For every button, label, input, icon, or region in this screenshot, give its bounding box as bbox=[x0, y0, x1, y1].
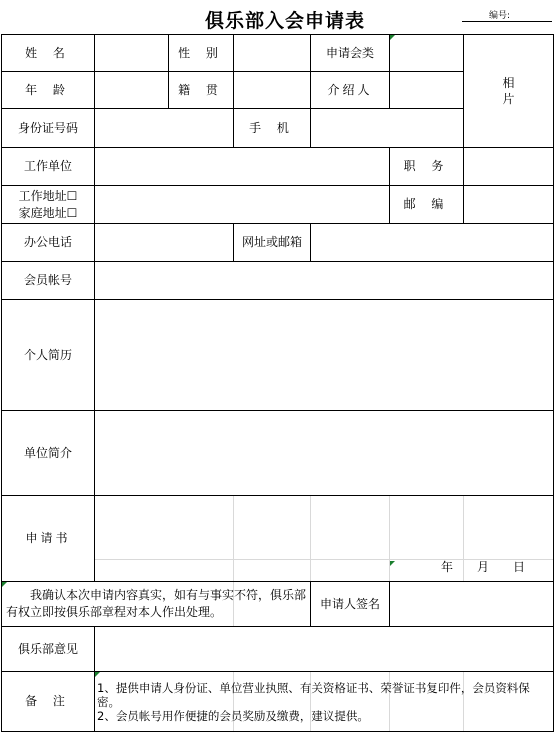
id-number-field[interactable] bbox=[94, 108, 234, 148]
mobile-field[interactable] bbox=[310, 108, 464, 148]
mobile-label: 手 机 bbox=[233, 108, 311, 148]
application-field[interactable] bbox=[94, 495, 554, 582]
website-email-field[interactable] bbox=[310, 223, 554, 262]
form-number-label: 编号: bbox=[489, 11, 511, 21]
unit-intro-field[interactable] bbox=[94, 410, 554, 496]
photo-box[interactable] bbox=[463, 34, 554, 148]
hometown-field[interactable] bbox=[233, 71, 311, 109]
signature-label: 申请人签名 bbox=[310, 581, 390, 627]
remarks-note-2: 2、会员帐号用作便捷的会员奖励及缴费，建议提供。 bbox=[97, 708, 369, 723]
work-unit-label: 工作单位 bbox=[1, 147, 95, 186]
address-label bbox=[1, 185, 95, 224]
id-number-label: 身份证号码 bbox=[1, 108, 95, 148]
club-opinion-field[interactable] bbox=[94, 626, 554, 672]
photo-label: 相 片 bbox=[502, 75, 515, 106]
form-number-line bbox=[462, 21, 552, 22]
postcode-label: 邮 编 bbox=[389, 185, 464, 224]
member-type-label: 申请会类 bbox=[310, 34, 390, 72]
referrer-field[interactable] bbox=[389, 71, 464, 109]
member-account-field[interactable] bbox=[94, 261, 554, 300]
age-field[interactable] bbox=[94, 71, 169, 109]
position-label: 职 务 bbox=[389, 147, 464, 186]
gender-field[interactable] bbox=[233, 34, 311, 72]
work-address-label[interactable]: 工作地址☐ bbox=[18, 189, 78, 204]
referrer-label: 介绍人 bbox=[310, 71, 390, 109]
member-type-field[interactable] bbox=[389, 34, 464, 72]
application-label: 申请书 bbox=[1, 495, 95, 582]
office-phone-field[interactable] bbox=[94, 223, 234, 262]
address-field[interactable] bbox=[94, 185, 390, 224]
comment-marker-icon bbox=[95, 672, 100, 677]
member-account-label: 会员帐号 bbox=[1, 261, 95, 300]
declaration-body: 我确认本次申请内容真实，如有与事实不符，俱乐部有权立即按俱乐部章程对本人作出处理。 bbox=[6, 588, 307, 619]
gender-label: 性 别 bbox=[168, 34, 234, 72]
remarks-label: 备 注 bbox=[1, 671, 95, 732]
form-title: 俱乐部入会申请表 bbox=[204, 10, 365, 32]
hometown-label: 籍 贯 bbox=[168, 71, 234, 109]
position-field[interactable] bbox=[463, 147, 554, 186]
comment-marker-icon bbox=[390, 35, 395, 40]
comment-marker-icon bbox=[2, 582, 7, 587]
comment-marker-icon bbox=[390, 561, 395, 566]
application-date: 年 月 日 bbox=[440, 559, 525, 574]
signature-field[interactable] bbox=[389, 581, 554, 627]
website-email-label: 网址或邮箱 bbox=[233, 223, 311, 262]
name-label: 姓 名 bbox=[1, 34, 95, 72]
name-field[interactable] bbox=[94, 34, 169, 72]
postcode-field[interactable] bbox=[463, 185, 554, 224]
office-phone-label: 办公电话 bbox=[1, 223, 95, 262]
unit-intro-label: 单位简介 bbox=[1, 410, 95, 496]
club-opinion-label: 俱乐部意见 bbox=[1, 626, 95, 672]
resume-label: 个人简历 bbox=[1, 299, 95, 411]
home-address-label[interactable]: 家庭地址☐ bbox=[18, 205, 78, 220]
remarks-note-1: 1、提供申请人身份证、单位营业执照、有关资格证书、荣誉证书复印件，会员资料保密。 bbox=[97, 680, 530, 709]
declaration-text bbox=[1, 581, 311, 627]
resume-field[interactable] bbox=[94, 299, 554, 411]
work-unit-field[interactable] bbox=[94, 147, 390, 186]
remarks-notes bbox=[94, 671, 554, 732]
age-label: 年 龄 bbox=[1, 71, 95, 109]
